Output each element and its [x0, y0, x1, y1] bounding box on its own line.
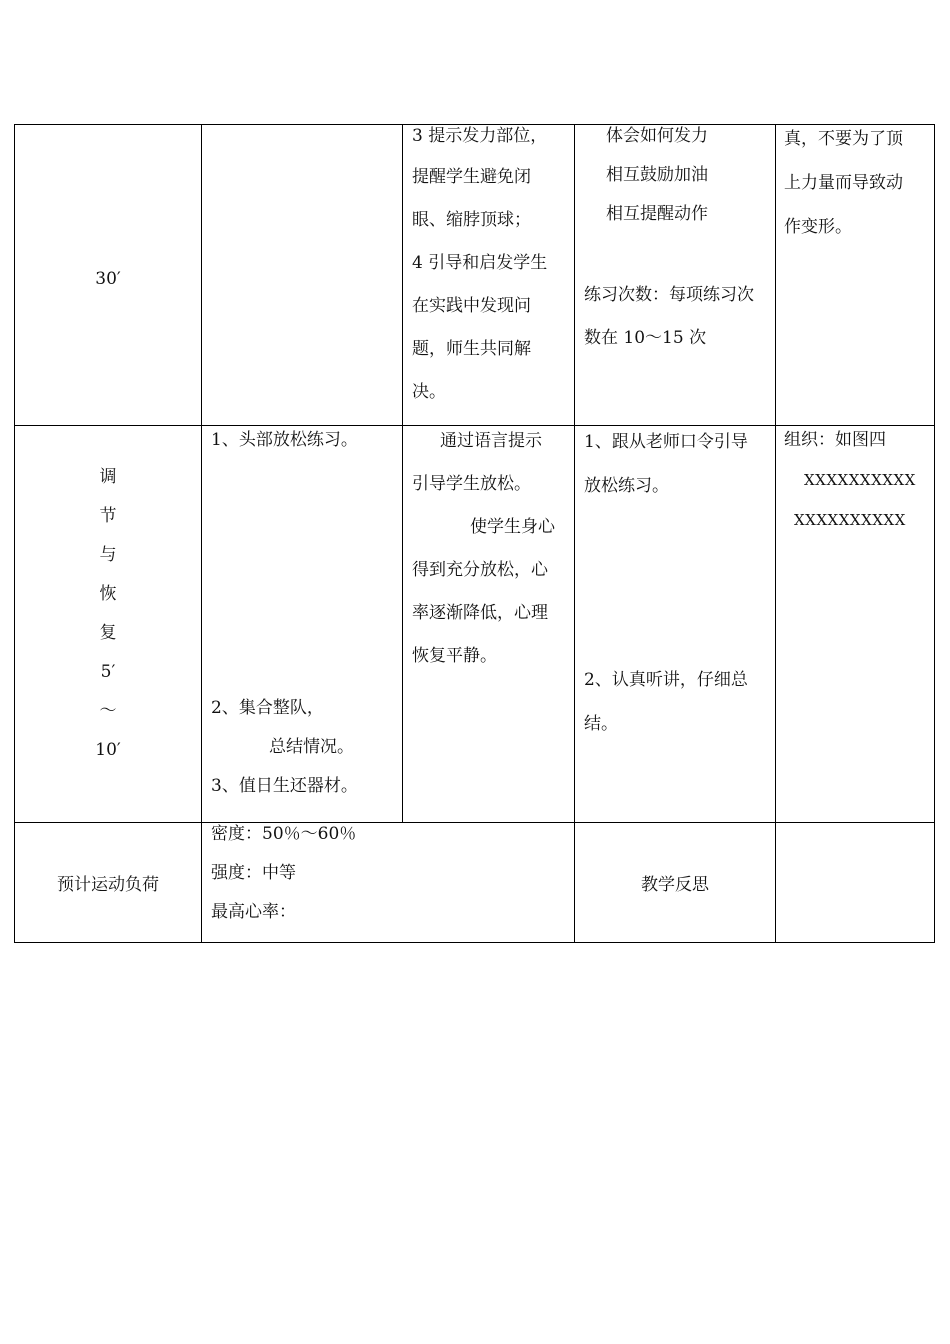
- formation-row: XXXXXXXXXX: [794, 511, 906, 529]
- load-label: 预计运动负荷: [57, 875, 159, 895]
- stage-char: 复: [99, 623, 117, 643]
- text-line: 3 提示发力部位，: [412, 126, 548, 146]
- stage-char: 5′: [100, 662, 116, 682]
- text-line: 得到充分放松，心: [412, 560, 548, 580]
- text-line: 1、头部放松练习。: [211, 430, 358, 450]
- student-activity-cell: [575, 125, 776, 426]
- text-line: 结。: [584, 714, 618, 734]
- time-text: 30′: [95, 269, 121, 289]
- text-line: 引导学生放松。: [412, 474, 531, 494]
- table-row: [15, 426, 935, 823]
- text-line: 相互提醒动作: [606, 204, 708, 224]
- organization-cell: [776, 426, 935, 823]
- reflection-label: 教学反思: [641, 875, 709, 895]
- text-line: 最高心率：: [211, 902, 296, 922]
- text-line: 相互鼓励加油: [606, 165, 708, 185]
- lesson-plan-table: [14, 124, 935, 943]
- teacher-method-cell: [403, 426, 575, 823]
- text-line: 恢复平静。: [412, 646, 497, 666]
- text-line: 练习次数：每项练习次: [584, 285, 754, 305]
- text-line: 通过语言提示: [440, 431, 542, 451]
- text-line: 2、集合整队，: [211, 698, 324, 718]
- stage-cell: [15, 426, 202, 823]
- content-cell: [202, 125, 403, 426]
- text-line: 体会如何发力: [606, 126, 708, 146]
- text-line: 使学生身心: [470, 517, 555, 537]
- text-line: 提醒学生避免闭: [412, 167, 531, 187]
- student-activity-cell: [575, 426, 776, 823]
- table-row: [15, 125, 935, 426]
- load-label-cell: [15, 823, 202, 943]
- text-line: 作变形。: [784, 217, 852, 237]
- teacher-method-cell: [403, 125, 575, 426]
- text-line: 决。: [412, 382, 446, 402]
- text-line: 3、值日生还器材。: [211, 776, 358, 796]
- reflection-label-cell: [575, 823, 776, 943]
- content-cell: [202, 426, 403, 823]
- text-line: 密度：50％～60％: [211, 824, 357, 844]
- stage-char: 10′: [95, 740, 121, 760]
- text-line: 上力量而导致动: [784, 173, 903, 193]
- text-line: 题，师生共同解: [412, 339, 531, 359]
- text-line: 强度：中等: [211, 863, 296, 883]
- load-values-cell: [202, 823, 575, 943]
- text-line: 眼、缩脖顶球；: [412, 210, 531, 230]
- text-line: 率逐渐降低，心理: [412, 603, 548, 623]
- stage-char: 节: [99, 506, 117, 526]
- organization-cell: [776, 125, 935, 426]
- text-line: 在实践中发现问: [412, 296, 531, 316]
- text-line: 总结情况。: [269, 737, 354, 757]
- text-line: 真，不要为了顶: [784, 129, 903, 149]
- text-line: 放松练习。: [584, 476, 669, 496]
- stage-char: 调: [99, 467, 117, 487]
- formation-row: XXXXXXXXXX: [804, 471, 916, 489]
- reflection-value-cell: [776, 823, 935, 943]
- text-line: 数在 10～15 次: [584, 328, 707, 348]
- stage-char: ～: [99, 701, 117, 721]
- stage-char: 与: [99, 545, 117, 565]
- time-cell: [15, 125, 202, 426]
- text-line: 组织：如图四: [784, 430, 886, 450]
- table-row: [15, 823, 935, 943]
- stage-char: 恢: [99, 584, 117, 604]
- text-line: 1、跟从老师口令引导: [584, 432, 748, 452]
- text-line: 4 引导和启发学生: [412, 253, 548, 273]
- text-line: 2、认真听讲，仔细总: [584, 670, 748, 690]
